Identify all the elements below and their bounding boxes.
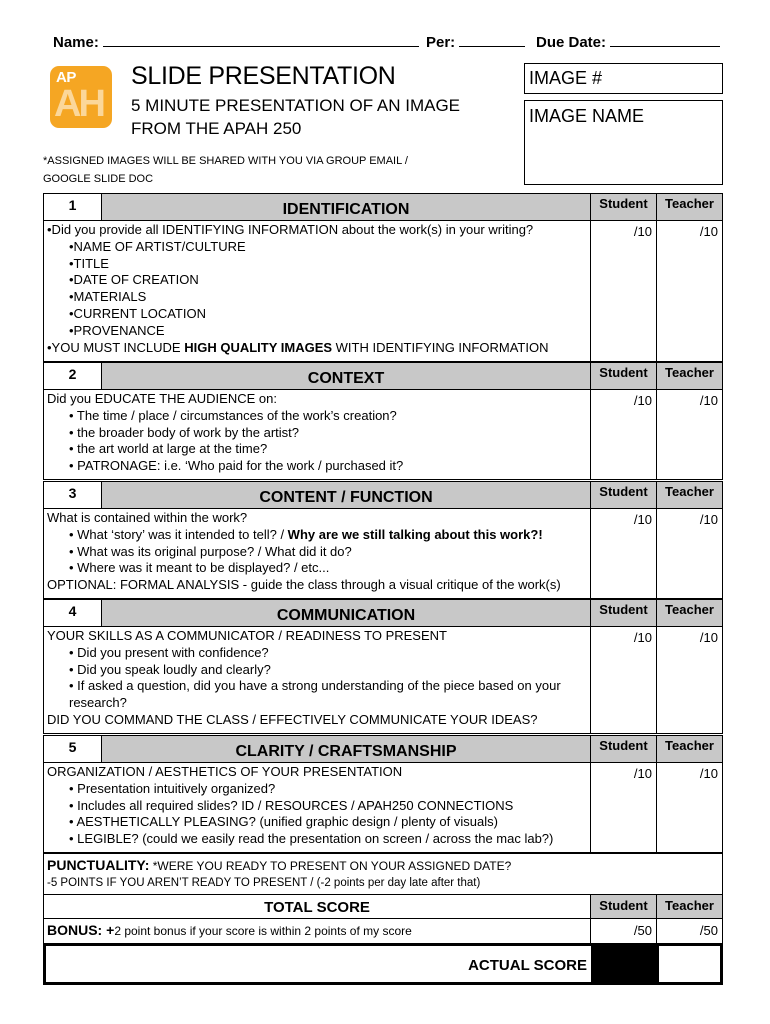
section-number: 1 — [44, 194, 102, 220]
criteria-bullet: • PATRONAGE: i.e. ‘Who paid for the work / purchased it? — [69, 458, 404, 474]
criteria-line: OPTIONAL: FORMAL ANALYSIS - guide the class through a visual critique of the work(s) — [47, 577, 561, 593]
bonus-plus: + — [102, 922, 115, 938]
punctuality-question: *WERE YOU READY TO PRESENT ON YOUR ASSIGNED DATE? — [149, 859, 512, 873]
punctuality-line-1 — [47, 857, 722, 875]
image-name-box[interactable] — [524, 100, 723, 185]
teacher-column-header: Teacher — [656, 895, 722, 918]
period-label: Per: — [426, 34, 456, 51]
criteria-line: •Did you provide all IDENTIFYING INFORMATION about the work(s) in your writing? — [47, 222, 534, 237]
subtitle-line-1: 5 MINUTE PRESENTATION OF AN IMAGE — [131, 96, 461, 115]
section-criteria — [44, 221, 590, 361]
actual-score-label: ACTUAL SCORE — [468, 957, 587, 974]
name-field[interactable] — [53, 34, 419, 51]
criteria-line: What is contained within the work? — [47, 510, 248, 525]
period-blank[interactable] — [459, 34, 525, 47]
section-clarity-craftsmanship — [43, 735, 723, 853]
image-number-box[interactable] — [524, 63, 723, 94]
teacher-score-cell[interactable]: /10 — [656, 390, 722, 479]
assignment-note — [43, 152, 483, 188]
section-title: IDENTIFICATION — [102, 194, 590, 220]
student-column-header: Student — [590, 895, 656, 918]
criteria-bullet: • The time / place / circumstances of the work’s creation? — [69, 407, 397, 423]
due-date-field[interactable] — [536, 34, 720, 51]
criteria-line: YOUR SKILLS AS A COMMUNICATOR / READINESS TO PRESENT — [47, 628, 447, 643]
criteria-line: DID YOU COMMAND THE CLASS / EFFECTIVELY COMMUNICATE YOUR IDEAS? — [47, 711, 538, 727]
criteria-bullet: • Includes all required slides? ID / RESOURCES / APAH250 CONNECTIONS — [69, 797, 514, 813]
actual-score-cell[interactable] — [657, 946, 720, 982]
punctuality-label: PUNCTUALITY: — [47, 857, 150, 873]
section-title: CONTEXT — [102, 363, 590, 389]
criteria-bullet: • Did you speak loudly and clearly? — [69, 661, 271, 677]
criteria-bullet: •TITLE — [69, 255, 109, 271]
page-subtitle — [131, 94, 511, 140]
student-score-cell[interactable]: /10 — [590, 221, 656, 361]
due-date-blank[interactable] — [610, 34, 720, 47]
section-criteria — [44, 763, 590, 852]
criteria-bullet: • LEGIBLE? (could we easily read the presentation on screen / across the mac lab?) — [69, 831, 554, 847]
criteria-emphasis: Why are we still talking about this work?! — [287, 526, 543, 542]
criteria-bullet: • If asked a question, did you have a strong understanding of the piece based on your — [69, 678, 561, 694]
actual-score-row — [43, 943, 723, 985]
teacher-column-header: Teacher — [656, 194, 722, 220]
teacher-column-header: Teacher — [656, 363, 722, 389]
total-score-table — [43, 894, 723, 944]
total-score-label: TOTAL SCORE — [264, 899, 370, 916]
image-number-label: IMAGE # — [529, 68, 603, 88]
teacher-column-header: Teacher — [656, 482, 722, 508]
student-column-header: Student — [590, 736, 656, 762]
criteria-bullet: • AESTHETICALLY PLEASING? (unified graphic design / plenty of visuals) — [69, 814, 498, 830]
section-title: COMMUNICATION — [102, 600, 590, 626]
criteria-text: •YOU MUST INCLUDE — [47, 339, 185, 355]
criteria-bullet: •MATERIALS — [69, 289, 147, 305]
teacher-score-cell[interactable]: /10 — [656, 221, 722, 361]
logo-ap-text: AP — [56, 69, 76, 86]
section-number: 5 — [44, 736, 102, 762]
student-score-cell[interactable]: /10 — [590, 627, 656, 733]
punctuality-line-2: -5 POINTS IF YOU AREN’T READY TO PRESENT / (-2 points per day late after that) — [47, 877, 481, 889]
note-line-2: GOOGLE SLIDE DOC — [43, 173, 154, 185]
student-score-cell[interactable]: /10 — [590, 763, 656, 852]
apah-logo — [50, 66, 112, 128]
note-line-1: *ASSIGNED IMAGES WILL BE SHARED WITH YOU VIA GROUP EMAIL / — [43, 155, 408, 167]
criteria-bullet: •PROVENANCE — [69, 322, 165, 338]
teacher-score-cell[interactable]: /10 — [656, 627, 722, 733]
section-context — [43, 362, 723, 480]
student-column-header: Student — [590, 600, 656, 626]
bonus-row — [44, 919, 590, 943]
section-number: 3 — [44, 482, 102, 508]
criteria-bullet: •DATE OF CREATION — [69, 272, 199, 288]
period-field[interactable] — [426, 34, 525, 51]
page-title: SLIDE PRESENTATION — [131, 62, 396, 90]
due-date-label: Due Date: — [536, 34, 607, 51]
student-score-cell[interactable]: /10 — [590, 390, 656, 479]
logo-ah-text: AH — [54, 83, 103, 125]
section-title: CLARITY / CRAFTSMANSHIP — [102, 736, 590, 762]
teacher-score-cell[interactable]: /10 — [656, 509, 722, 598]
section-number: 4 — [44, 600, 102, 626]
name-blank[interactable] — [103, 34, 419, 47]
section-criteria — [44, 509, 590, 598]
section-criteria — [44, 390, 590, 479]
actual-score-blackout — [591, 946, 657, 982]
criteria-bullet: •CURRENT LOCATION — [69, 305, 206, 321]
section-content-function — [43, 481, 723, 599]
section-title: CONTENT / FUNCTION — [102, 482, 590, 508]
criteria-emphasis: HIGH QUALITY IMAGES — [184, 339, 333, 355]
criteria-text: • What ‘story’ was it intended to tell? / — [69, 526, 288, 542]
name-label: Name: — [53, 34, 99, 51]
criteria-bullet: • Where was it meant to be displayed? / etc... — [69, 560, 330, 576]
section-criteria — [44, 627, 590, 733]
criteria-bullet: • the broader body of work by the artist? — [69, 424, 300, 440]
section-communication — [43, 599, 723, 734]
teacher-score-cell[interactable]: /10 — [656, 763, 722, 852]
image-name-label: IMAGE NAME — [529, 106, 645, 126]
bonus-text: 2 point bonus if your score is within 2 points of my score — [114, 924, 412, 938]
punctuality-row — [43, 853, 723, 895]
subtitle-line-2: FROM THE APAH 250 — [131, 119, 302, 138]
teacher-column-header: Teacher — [656, 600, 722, 626]
student-column-header: Student — [590, 194, 656, 220]
criteria-bullet: • What was its original purpose? / What did it do? — [69, 543, 352, 559]
criteria-bullet-continued: research? — [69, 695, 127, 711]
student-total-cell[interactable]: /50 — [590, 919, 656, 943]
criteria-line: ORGANIZATION / AESTHETICS OF YOUR PRESENTATION — [47, 764, 403, 779]
criteria-bullet: • Presentation intuitively organized? — [69, 780, 276, 796]
student-score-cell[interactable]: /10 — [590, 509, 656, 598]
teacher-total-cell[interactable]: /50 — [656, 919, 722, 943]
section-number: 2 — [44, 363, 102, 389]
criteria-line: Did you EDUCATE THE AUDIENCE on: — [47, 391, 277, 406]
criteria-line — [47, 340, 588, 357]
student-column-header: Student — [590, 363, 656, 389]
criteria-bullet: •NAME OF ARTIST/CULTURE — [69, 238, 246, 254]
criteria-text: WITH IDENTIFYING INFORMATION — [332, 339, 549, 355]
criteria-bullet — [47, 527, 588, 544]
criteria-bullet: • Did you present with confidence? — [69, 644, 269, 660]
student-column-header: Student — [590, 482, 656, 508]
section-identification — [43, 193, 723, 362]
criteria-bullet: • the art world at large at the time? — [69, 441, 268, 457]
teacher-column-header: Teacher — [656, 736, 722, 762]
bonus-label: BONUS: — [47, 922, 103, 938]
